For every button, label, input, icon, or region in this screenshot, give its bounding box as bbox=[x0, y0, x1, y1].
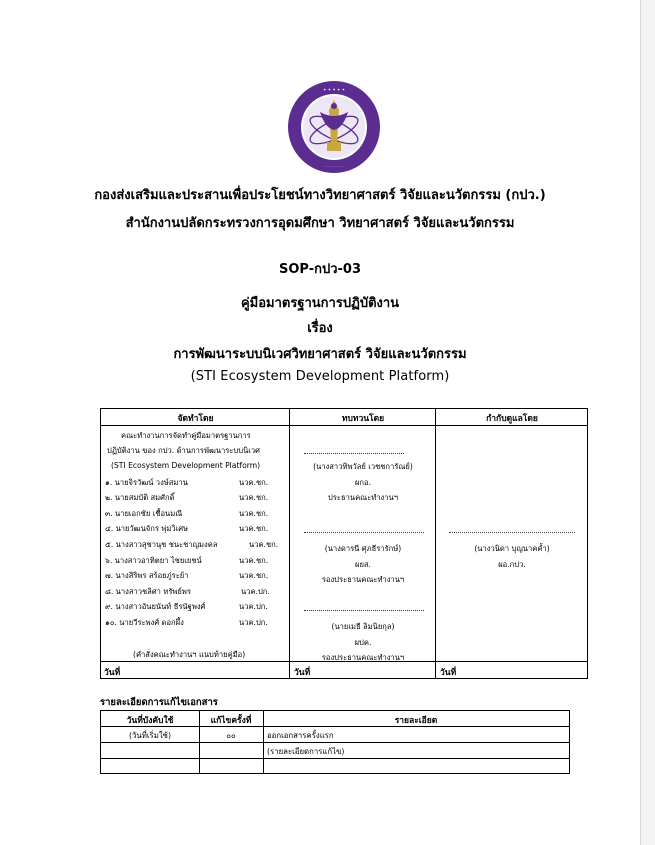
svg-text:✦ ✦ ✦ ✦ ✦: ✦ ✦ ✦ ✦ ✦ bbox=[323, 87, 345, 92]
title-line2: เรื่อง bbox=[307, 321, 333, 336]
header-prepared-by: จัดทำโดย bbox=[177, 414, 214, 424]
title-line3: การพัฒนาระบบนิเวศวิทยาศาสตร์ วิจัยและนวัตกรรม bbox=[173, 347, 467, 362]
member-name: ๘. นางสาวชลิศา ทรัพย์พร bbox=[105, 587, 191, 596]
reviewer-role: รองประธานคณะทำงานฯ bbox=[321, 653, 405, 662]
supervisor-position: ผอ.กปว. bbox=[498, 560, 526, 569]
title-line1: คู่มือมาตรฐานการปฏิบัติงาน bbox=[240, 296, 400, 311]
org-name-line2: สำนักงานปลัดกระทรวงการอุดมศึกษา วิทยาศาสตร์ วิจัยและนวัตกรรม bbox=[125, 216, 515, 231]
reviewer-name: (นางดารนี ศุภธีรารักษ์) bbox=[324, 544, 402, 553]
revision-date-cell: (วันที่เริ่มใช้) bbox=[128, 731, 172, 740]
revision-number-cell: ๐๐ bbox=[226, 731, 236, 740]
member-position: นวค.ชก. bbox=[239, 478, 269, 487]
reviewer-role: รองประธานคณะทำงานฯ bbox=[321, 575, 405, 584]
revision-section-title: รายละเอียดการแก้ไขเอกสาร bbox=[100, 697, 218, 708]
header-revision-number: แก้ไขครั้งที่ bbox=[210, 716, 252, 726]
date-label-reviewed: วันที่ bbox=[294, 668, 311, 678]
member-name: ๑๐. นายวีระพงศ์ ดอกผึ้ง bbox=[105, 618, 184, 627]
header-effective-date: วันที่บังคับใช้ bbox=[126, 716, 174, 726]
member-name: ๓. นายเอกชัย เชื้อนมณี bbox=[105, 509, 183, 518]
member-name: ๗. นางสิริพร สร้อยภู่ระย้า bbox=[105, 571, 189, 580]
member-position: นวค.ชก. bbox=[239, 524, 269, 533]
member-position: นวค.ชก. bbox=[239, 571, 269, 580]
reviewer-position: ผยส. bbox=[355, 560, 371, 569]
document-code: SOP-กปว-03 bbox=[278, 262, 362, 277]
member-name: ๑. นายจิรวัฒน์ วงษ์สมาน bbox=[105, 478, 188, 487]
prepared-intro-line: คณะทำงานการจัดทำคู่มือมาตรฐานการ bbox=[121, 431, 251, 440]
member-name: ๖. นางสาวอาทิตยา ไชยเยชน์ bbox=[105, 556, 202, 565]
prepared-intro-line: (STI Ecosystem Development Platform) bbox=[111, 461, 261, 470]
member-position: นวค.ชก. bbox=[239, 493, 269, 502]
approval-header-row bbox=[101, 409, 587, 426]
ministry-seal-logo bbox=[287, 80, 381, 174]
signature-line bbox=[304, 610, 424, 611]
member-name: ๒. นายสมบัติ สมศักดิ์ bbox=[105, 493, 175, 502]
approval-table bbox=[100, 408, 588, 679]
svg-text:· · · · · · · · · ·: · · · · · · · · · · bbox=[324, 165, 344, 169]
row-divider bbox=[101, 742, 569, 743]
member-name: ๙. นางสาวอันยนันท์ ธีรนัฐพงศ์ bbox=[105, 602, 206, 611]
revision-detail-cell: ออกเอกสารครั้งแรก bbox=[267, 731, 334, 740]
date-label-supervised: วันที่ bbox=[440, 668, 457, 678]
reviewer-position: ผกอ. bbox=[354, 478, 372, 487]
member-position: นวค.ปก. bbox=[239, 602, 268, 611]
signature-line bbox=[304, 453, 404, 454]
reviewer-position: ผปค. bbox=[354, 638, 372, 647]
prepared-note: (คำสั่งคณะทำงานฯ แนบท้ายคู่มือ) bbox=[133, 650, 246, 659]
member-name: ๔. นายวัฒนจักร พุ่มวิเศษ bbox=[105, 524, 189, 533]
revision-table bbox=[100, 710, 570, 774]
header-supervised-by: กำกับดูแลโดย bbox=[486, 414, 538, 424]
header-reviewed-by: ทบทวนโดย bbox=[341, 414, 385, 424]
scrollbar-track[interactable] bbox=[641, 0, 655, 845]
member-name: ๕. นางสาวสุชานุช ชนะชาญมงคล bbox=[105, 540, 218, 549]
reviewer-name: (นายเมธี ลิมนิยกุล) bbox=[331, 622, 395, 631]
org-name-line1: กองส่งเสริมและประสานเพื่อประโยชน์ทางวิทยาศาสตร์ วิจัยและนวัตกรรม (กปว.) bbox=[94, 188, 546, 203]
signature-line bbox=[449, 532, 575, 533]
date-label-prepared: วันที่ bbox=[104, 668, 121, 678]
reviewer-role: ประธานคณะทำงานฯ bbox=[328, 493, 398, 502]
signature-line bbox=[304, 532, 424, 533]
member-position: นวค.ชก. bbox=[239, 556, 269, 565]
row-divider bbox=[101, 758, 569, 759]
member-position: นวค.ปก. bbox=[241, 587, 270, 596]
revision-detail-cell: (รายละเอียดการแก้ไข) bbox=[267, 747, 345, 756]
member-position: นวค.ชก. bbox=[239, 509, 269, 518]
supervisor-name: (นางวนิดา บุญนาคค้ำ) bbox=[474, 544, 550, 553]
member-position: นวค.ปก. bbox=[239, 618, 268, 627]
reviewer-name: (นางสาวทิพวัลย์ เวชชการัณย์) bbox=[313, 462, 413, 471]
approval-date-row bbox=[101, 661, 587, 679]
prepared-intro-line: ปฏิบัติงาน ของ กปว. ด้านการพัฒนาระบบนิเวศ bbox=[107, 446, 260, 455]
title-line4: (STI Ecosystem Development Platform) bbox=[190, 369, 450, 384]
member-position: นวค.ชก. bbox=[249, 540, 279, 549]
header-details: รายละเอียด bbox=[394, 716, 438, 726]
